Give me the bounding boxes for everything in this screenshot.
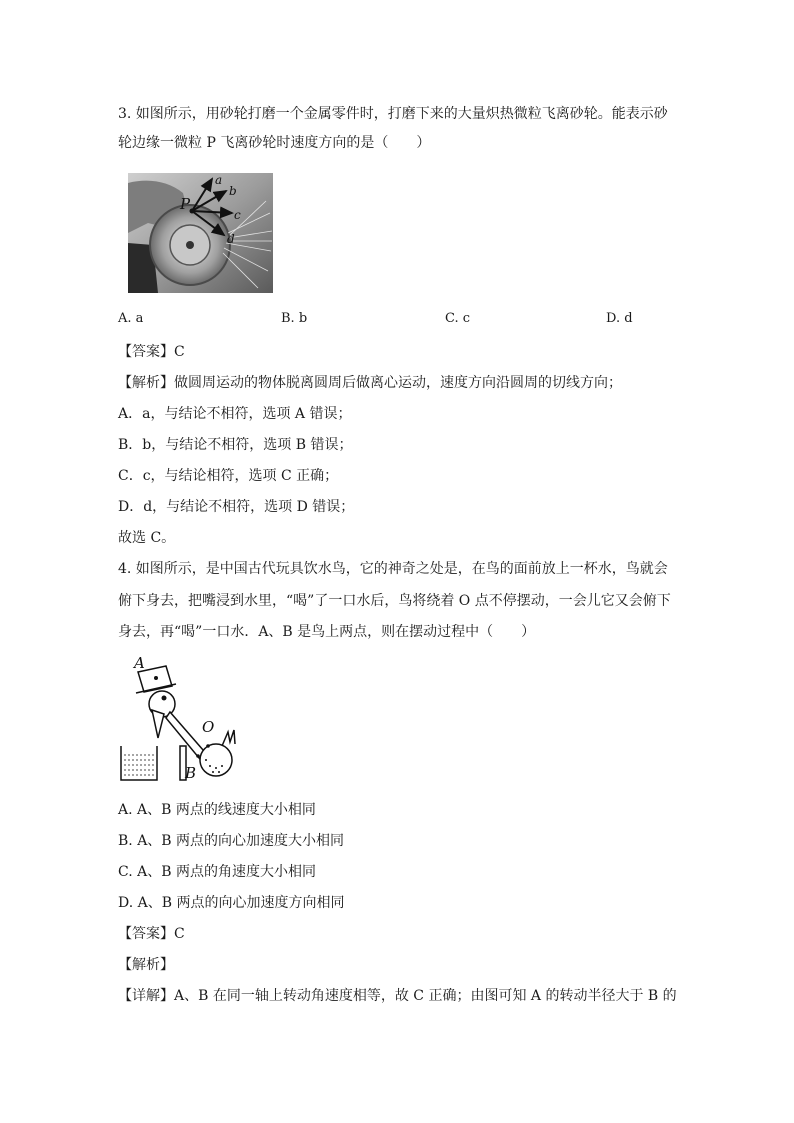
label-a: a [215,173,223,187]
pivot-o-dot [206,744,210,748]
q3-options [118,311,678,331]
point-b-dot [196,754,200,758]
label-p: P [180,195,191,213]
q4-answer: 【答案】C [118,926,185,942]
bird-body [200,744,232,776]
q4-stem-line-2: 俯下身去，把嘴浸到水里，“喝”了一口水后，鸟将绕着 O 点不停摆动，一会儿它又会俯下 [118,593,671,609]
label-d: d [227,232,235,246]
water-cup [121,746,157,780]
q4-option-c: C. A、B 两点的角速度大小相同 [118,864,316,880]
wheel-axle [186,241,194,249]
grinding-wheel-figure [128,173,273,293]
q3-option-b: B. b [281,311,308,326]
q3-option-d: D. d [606,311,633,326]
label-o: O [202,718,215,736]
q3-analysis-line-4: C．c，与结论相符，选项 C 正确； [118,468,339,484]
q3-option-a: A. a [118,311,144,326]
bird-eye [162,696,167,701]
q3-analysis-line-1: 【解析】做圆周运动的物体脱离圆周后做离心运动，速度方向沿圆周的切线方向； [118,375,622,391]
q3-analysis-line-5: D．d，与结论不相符，选项 D 错误； [118,499,355,515]
point-a-dot [154,676,158,680]
q4-stem-line-3: 身去，再“喝”一口水．A、B 是鸟上两点，则在摆动过程中（ ） [118,624,536,640]
label-c: c [234,208,241,222]
label-a: A [134,654,145,672]
q3-option-c: C. c [445,311,471,326]
drinking-bird-figure [118,654,248,784]
label-b: b [229,184,237,198]
q3-analysis-line-6: 故选 C。 [118,530,176,546]
q3-stem-line-1: 3. 如图所示，用砂轮打磨一个金属零件时，打磨下来的大量炽热微粒飞离砂轮。能表示砂 [118,106,668,122]
q3-analysis-line-2: A．a，与结论不相符，选项 A 错误； [118,406,352,422]
q4-detail: 【详解】A、B 在同一轴上转动角速度相等，故 C 正确；由图可知 A 的转动半径大于 B 的 [118,988,677,1004]
q3-analysis-line-3: B．b，与结论不相符，选项 B 错误； [118,437,353,453]
q3-answer: 【答案】C [118,344,185,360]
label-b: B [185,764,197,782]
q4-analysis: 【解析】 [118,957,174,973]
q4-option-d: D. A、B 两点的向心加速度方向相同 [118,895,345,911]
bird-beak [152,710,164,738]
q4-option-a: A. A、B 两点的线速度大小相同 [118,802,316,818]
q4-stem-line-1: 4. 如图所示，是中国古代玩具饮水鸟，它的神奇之处是，在鸟的面前放上一杯水，鸟就会 [118,561,668,577]
bird-tail [222,730,235,746]
q3-stem-line-2: 轮边缘一微粒 P 飞离砂轮时速度方向的是（ ） [118,135,431,151]
q4-option-b: B. A、B 两点的向心加速度大小相同 [118,833,345,849]
